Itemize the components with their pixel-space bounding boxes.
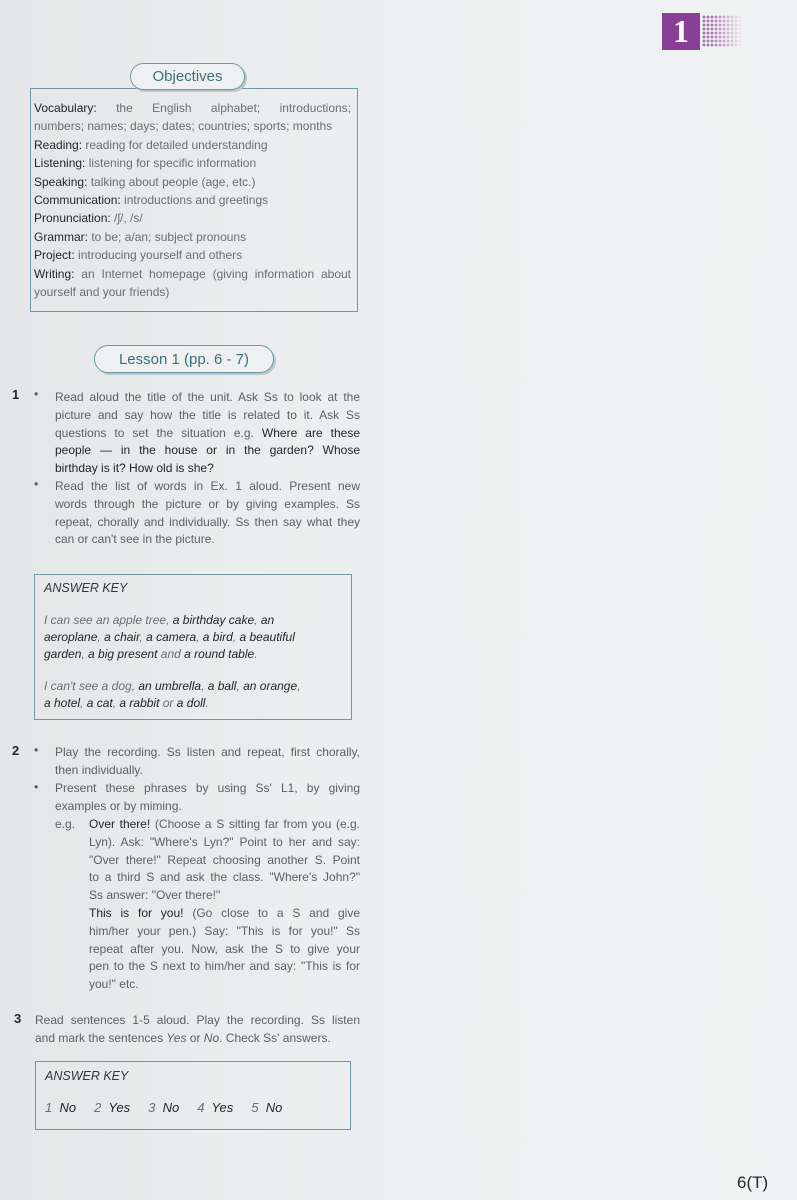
answer-key-title: ANSWER KEY — [45, 1069, 129, 1083]
objective-line: Listening: listening for specific information — [34, 156, 257, 171]
bullet-icon: • — [34, 743, 39, 757]
objective-line: yourself and your friends) — [34, 285, 170, 300]
objective-line: numbers; names; days; dates; countries; sports; months — [34, 119, 333, 134]
objectives-heading: Objectives — [130, 63, 245, 90]
exercise-2-bullet-1: Play the recording. Ss listen and repeat, first chorally, then individually. — [55, 745, 360, 777]
objective-line: Writing: an Internet homepage (giving information about — [34, 266, 351, 281]
answer-key-box — [34, 574, 352, 720]
answer-key-can-see: I can see an apple tree, a birthday cake, an aeroplane, a chair, a camera, a bird, a beautiful garden, a big present and a round table. — [44, 613, 295, 661]
bullet-icon: • — [34, 387, 39, 401]
example-this-is-for-you: This is for you! (Go close to a S and give him/her your pen.) Say: "This is for you!" Ss repeat after you. Now, ask the S to give your pen to the S next to him/her and say: "This is for you!" etc. — [89, 906, 360, 992]
dot-pattern-decoration — [702, 15, 744, 47]
objective-line: Vocabulary: the English alphabet; introductions; — [34, 101, 351, 115]
exercise-2-number: 2 — [12, 743, 20, 758]
objective-line: Speaking: talking about people (age, etc.) — [34, 174, 256, 189]
answer-key-box-2 — [35, 1061, 351, 1130]
exercise-2-bullet-2: Present these phrases by using Ss' L1, by giving examples or by miming. — [55, 781, 360, 813]
answer-key-cant-see: I can't see a dog, an umbrella, a ball, an orange, a hotel, a cat, a rabbit or a doll. — [44, 679, 301, 710]
objective-line: Reading: reading for detailed understanding — [34, 137, 268, 152]
objectives-box — [30, 88, 358, 312]
lesson-heading: Lesson 1 (pp. 6 - 7) — [94, 345, 274, 373]
unit-number: 1 — [673, 13, 689, 49]
objective-line: Project: introducing yourself and others — [34, 248, 243, 263]
example-label: e.g. — [55, 817, 76, 831]
answer-key-list: 1 No 2 Yes 3 No 4 Yes 5 No — [45, 1100, 283, 1115]
example-over-there: Over there! (Choose a S sitting far from you (e.g. Lyn). Ask: "Where's Lyn?" Point to her and say: "Over there!" Repeat choosing another S. Point to a third S and ask the class. "Where's John?" Ss answer: "Over there!" — [89, 817, 360, 903]
exercise-3-text: Read sentences 1-5 aloud. Play the recording. Ss listen and mark the sentences Yes or No. Check Ss' answers. — [35, 1013, 360, 1045]
objective-line: Pronunciation: /ʃ/, /s/ — [34, 211, 143, 226]
bullet-icon: • — [34, 780, 39, 794]
bullet-icon: • — [34, 477, 39, 491]
answer-key-title: ANSWER KEY — [44, 581, 128, 595]
unit-badge — [662, 13, 700, 50]
page-number: 6(T) — [737, 1173, 769, 1192]
exercise-1-bullet-1: Read aloud the title of the unit. Ask Ss to look at the picture and say how the title is related to it. Ask Ss questions to set the situation e.g. Where are these people — in the house or in the garden? Whose birthday is it? How old is she? — [55, 390, 360, 476]
objective-line: Grammar: to be; a/an; subject pronouns — [34, 229, 247, 244]
exercise-1-bullet-2: Read the list of words in Ex. 1 aloud. Present new words through the picture or by giving examples. Ss repeat, chorally and individually. Ss then say what they can or can't see in the picture. — [55, 479, 360, 547]
exercise-3-number: 3 — [14, 1011, 22, 1026]
objective-line: Communication: introductions and greetings — [34, 193, 269, 208]
exercise-1-number: 1 — [12, 387, 20, 402]
